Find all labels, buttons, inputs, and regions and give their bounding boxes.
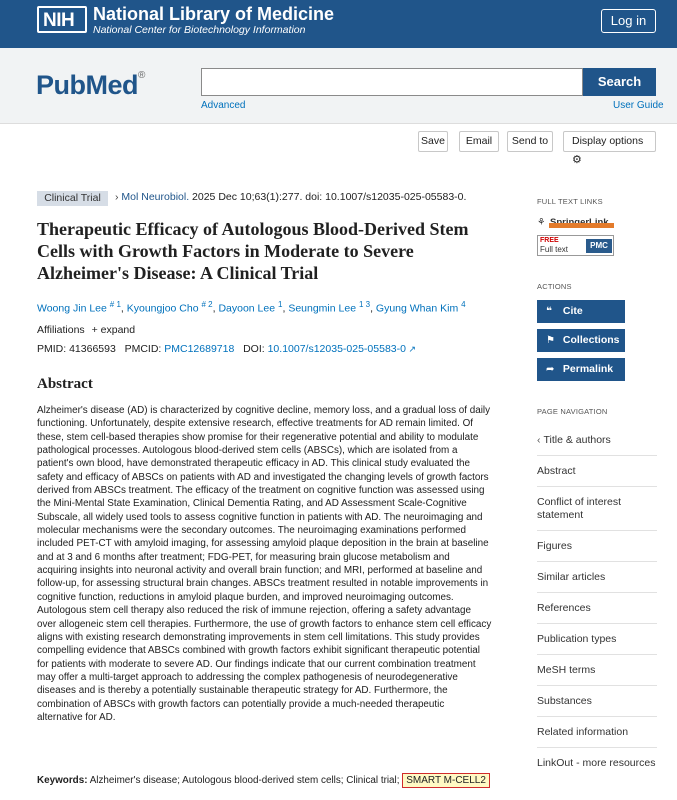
- pmc-free-full-text-button[interactable]: [537, 235, 614, 256]
- author-link[interactable]: Woong Jin Lee: [37, 302, 107, 315]
- doi-link[interactable]: 10.1007/s12035-025-05583-0: [267, 343, 406, 355]
- identifiers-row: [37, 343, 416, 355]
- divider: [537, 654, 657, 655]
- cite-label: Cite: [562, 305, 583, 317]
- author-link[interactable]: Seungmin Lee: [288, 302, 357, 315]
- nav-figures[interactable]: Figures: [537, 540, 573, 552]
- nav-publication-types[interactable]: Publication types: [537, 633, 617, 645]
- author-sup[interactable]: # 1: [109, 300, 121, 309]
- divider: [537, 623, 657, 624]
- expand-affiliations-button[interactable]: + expand: [91, 324, 136, 336]
- nav-related-information[interactable]: Related information: [537, 726, 629, 738]
- logo-pub: Pub: [36, 70, 86, 100]
- nav-linkout[interactable]: LinkOut - more resources: [537, 757, 656, 769]
- keywords-label: Keywords:: [37, 775, 88, 786]
- keywords-text: Alzheimer's disease; Autologous blood-derived stem cells; Clinical trial;: [89, 775, 400, 786]
- author-link[interactable]: Dayoon Lee: [218, 302, 276, 315]
- springerlink-button[interactable]: [537, 212, 614, 229]
- keywords-row: [37, 773, 490, 788]
- divider: [537, 716, 657, 717]
- send-to-button[interactable]: Send to: [507, 131, 553, 152]
- nav-mesh-terms[interactable]: MeSH terms: [537, 664, 596, 676]
- email-button[interactable]: Email: [459, 131, 499, 152]
- logo-med: Med: [85, 70, 138, 100]
- display-options-button[interactable]: [563, 131, 656, 166]
- login-button[interactable]: Log in: [601, 9, 656, 33]
- doi-label: DOI:: [243, 343, 265, 355]
- org-title[interactable]: National Library of Medicine: [93, 4, 335, 24]
- pmid-value: 41366593: [69, 343, 116, 355]
- chevron-right-icon: ›: [115, 191, 119, 203]
- search-input[interactable]: [201, 68, 583, 96]
- author-list: Woong Jin Lee $^{\# 1}$, Kyoungjoo Cho $^{\# 2}$, Dayoon Lee $^1$, Seungmin Lee $^{1 3}$, Gyung Whan Kim $^4$: [37, 300, 466, 315]
- divider: [537, 530, 657, 531]
- collections-label: Collections: [562, 334, 620, 346]
- affiliations-label: Affiliations: [37, 324, 85, 336]
- nav-abstract[interactable]: Abstract: [537, 465, 576, 477]
- abstract-text: Alzheimer's disease (AD) is characterized by cognitive decline, memory loss, and a gradual loss of daily functioning. Unfortunately, despite extensive research, effective treatments for AD remain limited. Of these, stem cell-based therapies show promise for their regenerative potential and ability to modulate pathological processes. Autologous blood-derived stem cells (ABSCs), which are isolated from a patient's own blood, have demonstrated therapeutic efficacy in AD. This clinical study evaluated the safety and efficacy of ABSCs on patients with AD and investigated the changing levels of growth factors derived from ABSCs treatment. The efficacy of the treatment on cognitive function was assessed using the Mini-Mental State Examination, Clinical Dementia Rating, and AD Assessment Scale-Cognitive Subscale, all widely used tools to assess cognitive function in patients with AD. The neuroimaging and molecular mechanisms were the secondary outcomes. The neuroimaging examinations performed included PET-CT with amyloid imaging, for assessing amyloid plaque deposition in the brain at baseline and at 3 and 6 months after treatment; FDG-PET, for measuring brain glucose metabolism and acquiring insights into neuronal activity and overall brain function; and MRI, performed at baseline and follow-up, for assessing structural brain changes. ABSCs treatment resulted in notable improvements in cognitive function, reductions in amyloid plaque burden, and improved neuroimaging outcomes. Autologous stem cell therapy also reduced the risk of immune rejection, offering a safety advantage over allogeneic stem cell therapies. Furthermore, the use of growth factors to enhance stem cell efficacy aligns with existing research demonstrating improvements in stem cell limitations. This study provides compelling evidence that ABSCs combined with growth factors exhibit significant therapeutic potential for patients with moderate to severe AD. Our findings indicate that our current combination treatment may offer a multi-target approach to addressing the complex pathogenesis of neurodegenerative diseases and is thereby a potentially sustainable therapeutic strategy for AD. Furthermore, the combination of ABSCs with growth factors can potentially provide a much-needed therapeutic alternative for AD.: [37, 405, 492, 723]
- pmid-label: PMID:: [37, 343, 67, 355]
- external-link-icon: ↗: [405, 344, 417, 354]
- author-sup[interactable]: 4: [461, 300, 466, 309]
- citation-line: [115, 191, 466, 203]
- nih-logo-text: NIH: [43, 10, 75, 31]
- article-title: Therapeutic Efficacy of Autologous Blood-Derived Stem Cells with Growth Factors in Moderate to Severe Alzheimer's Disease: A Clinical Trial: [37, 219, 469, 283]
- citation-text: 2025 Dec 10;63(1):277. doi: 10.1007/s12035-025-05583-0.: [189, 191, 467, 203]
- search-area: [0, 48, 677, 124]
- divider: [537, 747, 657, 748]
- full-text-label: Full text: [540, 245, 569, 254]
- abstract-heading: Abstract: [37, 376, 93, 392]
- advanced-search-link[interactable]: Advanced: [201, 100, 246, 111]
- nav-similar-articles[interactable]: Similar articles: [537, 571, 606, 583]
- bookmark-icon: ⚑: [546, 335, 555, 346]
- author-sup[interactable]: # 2: [201, 300, 213, 309]
- nih-header: [0, 0, 677, 48]
- logo-reg: ®: [138, 70, 145, 81]
- divider: [537, 685, 657, 686]
- pmcid-label: PMCID:: [124, 343, 162, 355]
- author-sup[interactable]: 1 3: [358, 300, 371, 309]
- author-sup[interactable]: 1: [278, 300, 283, 309]
- quote-icon: ❝: [546, 306, 552, 317]
- nav-conflict-of-interest[interactable]: Conflict of interest statement: [537, 496, 622, 521]
- display-options-label: Display options: [572, 135, 644, 147]
- nav-label: Title & authors: [543, 434, 611, 446]
- affiliations-row: [37, 324, 135, 336]
- divider: [537, 592, 657, 593]
- nih-logo[interactable]: [37, 6, 87, 33]
- springer-fulltext-bar: [549, 223, 614, 228]
- pmc-logo: PMC: [586, 239, 612, 253]
- springer-icon: ⚘: [537, 217, 546, 228]
- smart-tag-badge[interactable]: SMART M-CELL2: [402, 773, 490, 788]
- nav-references[interactable]: References: [537, 602, 591, 614]
- permalink-button[interactable]: [537, 358, 625, 381]
- author-link[interactable]: Kyoungjoo Cho: [126, 302, 199, 315]
- org-subtitle: National Center for Biotechnology Information: [93, 24, 306, 36]
- permalink-label: Permalink: [562, 363, 614, 375]
- author-link[interactable]: Gyung Whan Kim: [375, 302, 459, 315]
- cite-button[interactable]: [537, 300, 625, 323]
- page-navigation-heading: PAGE NAVIGATION: [537, 407, 608, 416]
- publication-type-badge[interactable]: Clinical Trial: [37, 191, 108, 206]
- free-label: FREE: [540, 237, 559, 244]
- collections-button[interactable]: [537, 329, 625, 352]
- nav-title-authors[interactable]: [537, 434, 657, 447]
- divider: [537, 486, 657, 487]
- user-guide-link[interactable]: User Guide: [613, 100, 664, 111]
- chevron-left-icon: ‹: [537, 434, 541, 446]
- save-button[interactable]: Save: [418, 131, 448, 152]
- divider: [537, 455, 657, 456]
- pubmed-logo[interactable]: [36, 70, 145, 101]
- divider: [537, 561, 657, 562]
- nav-substances[interactable]: Substances: [537, 695, 592, 707]
- share-icon: ➦: [546, 364, 555, 375]
- search-button[interactable]: Search: [583, 68, 656, 96]
- actions-heading: ACTIONS: [537, 282, 572, 291]
- pmcid-link[interactable]: PMC12689718: [164, 343, 235, 355]
- journal-link[interactable]: Mol Neurobiol.: [121, 191, 190, 203]
- gear-icon: ⚙: [572, 154, 582, 166]
- full-text-heading: FULL TEXT LINKS: [537, 197, 603, 206]
